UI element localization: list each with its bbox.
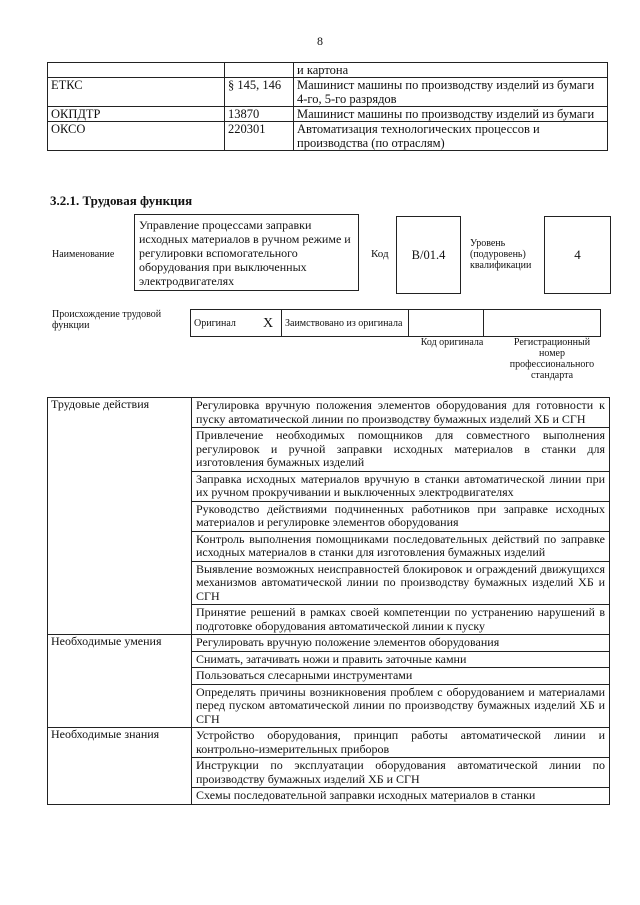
list-item: Инструкции по эксплуатации оборудования автоматической линии по производству бумажных изделий ХБ и СГН — [192, 758, 610, 788]
list-item: Определять причины возникновения проблем с оборудованием и материалами перед пуском автоматической линии по производству бумажных изделий ХБ и СГН — [192, 684, 610, 728]
table-cell: ОКСО — [48, 122, 225, 151]
reg-number-cell — [484, 310, 601, 337]
borrowed-label: Заимствовано из оригинала — [282, 310, 409, 337]
list-item: Выявление возможных неисправностей блокировок и ограждений движущихся механизмов автоматической линии по производству бумажных изделий ХБ и СГН — [192, 561, 610, 605]
origin-label: Происхождение трудовой функции — [52, 309, 162, 331]
name-label: Наименование — [52, 249, 115, 260]
list-item: Контроль выполнения помощниками последовательных действий по заправке исходных материалов в станки для изготовления бумажных изделий — [192, 531, 610, 561]
list-item: Регулировать вручную положение элементов оборудования — [192, 635, 610, 652]
reg-number-caption: Регистрационный номер профессионального стандарта — [509, 337, 595, 381]
table-cell: Машинист машины по производству изделий из бумаги 4-го, 5-го разрядов — [294, 78, 608, 107]
table-row — [48, 107, 608, 122]
list-item: Снимать, затачивать ножи и править заточные камни — [192, 651, 610, 668]
function-details-table — [47, 397, 610, 805]
code-box: В/01.4 — [396, 216, 461, 294]
row-label: Необходимые знания — [48, 728, 192, 805]
classifier-table — [47, 62, 608, 151]
list-item: Устройство оборудования, принцип работы автоматической линии и контрольно-измерительных приборов — [192, 728, 610, 758]
code-label: Код — [371, 248, 389, 260]
original-mark: Х — [255, 310, 282, 337]
list-item: Руководство действиями подчиненных работников при заправке исходных материалов и регулировке элементов оборудования — [192, 501, 610, 531]
table-row — [48, 635, 610, 652]
list-item: Привлечение необходимых помощников для совместного выполнения регулировок и ручной заправки исходных материалов в станки для изготовления бумажных изделий — [192, 428, 610, 472]
table-cell: § 145, 146 — [225, 78, 294, 107]
table-row — [191, 310, 601, 337]
level-label: Уровень (подуровень) квалификации — [470, 238, 532, 271]
list-item: Пользоваться слесарными инструментами — [192, 668, 610, 685]
level-box: 4 — [544, 216, 611, 294]
original-label: Оригинал — [191, 310, 256, 337]
table-cell: Автоматизация технологических процессов и производства (по отраслям) — [294, 122, 608, 151]
list-item: Схемы последовательной заправки исходных материалов в станки — [192, 788, 610, 805]
table-row — [48, 728, 610, 758]
table-cell: Машинист машины по производству изделий из бумаги — [294, 107, 608, 122]
table-cell: и картона — [294, 63, 608, 78]
page-number: 8 — [317, 34, 323, 48]
table-row — [48, 122, 608, 151]
table-cell — [48, 63, 225, 78]
table-cell: ОКПДТР — [48, 107, 225, 122]
code-original-caption: Код оригинала — [420, 337, 484, 348]
list-item: Принятие решений в рамках своей компетенции по устранению нарушений в подготовке оборудования автоматической линии к пуску — [192, 605, 610, 635]
origin-table — [190, 309, 601, 337]
row-label: Трудовые действия — [48, 398, 192, 635]
list-item: Заправка исходных материалов вручную в станки автоматической линии при их ручном прокручивании и выключенных электродвигателях — [192, 471, 610, 501]
table-cell — [225, 63, 294, 78]
row-label: Необходимые умения — [48, 635, 192, 728]
function-name-box: Управление процессами заправки исходных материалов в ручном режиме и регулировки вспомогательного оборудования при выключенных электродвигателях — [134, 214, 359, 291]
table-cell: ЕТКС — [48, 78, 225, 107]
table-cell: 220301 — [225, 122, 294, 151]
list-item: Регулировка вручную положения элементов оборудования для готовности к пуску автоматической линии по производству бумажных изделий ХБ и СГН — [192, 398, 610, 428]
table-row — [48, 78, 608, 107]
table-row — [48, 398, 610, 428]
section-title: 3.2.1. Трудовая функция — [50, 193, 193, 208]
code-original-cell — [409, 310, 484, 337]
table-row — [48, 63, 608, 78]
table-cell: 13870 — [225, 107, 294, 122]
